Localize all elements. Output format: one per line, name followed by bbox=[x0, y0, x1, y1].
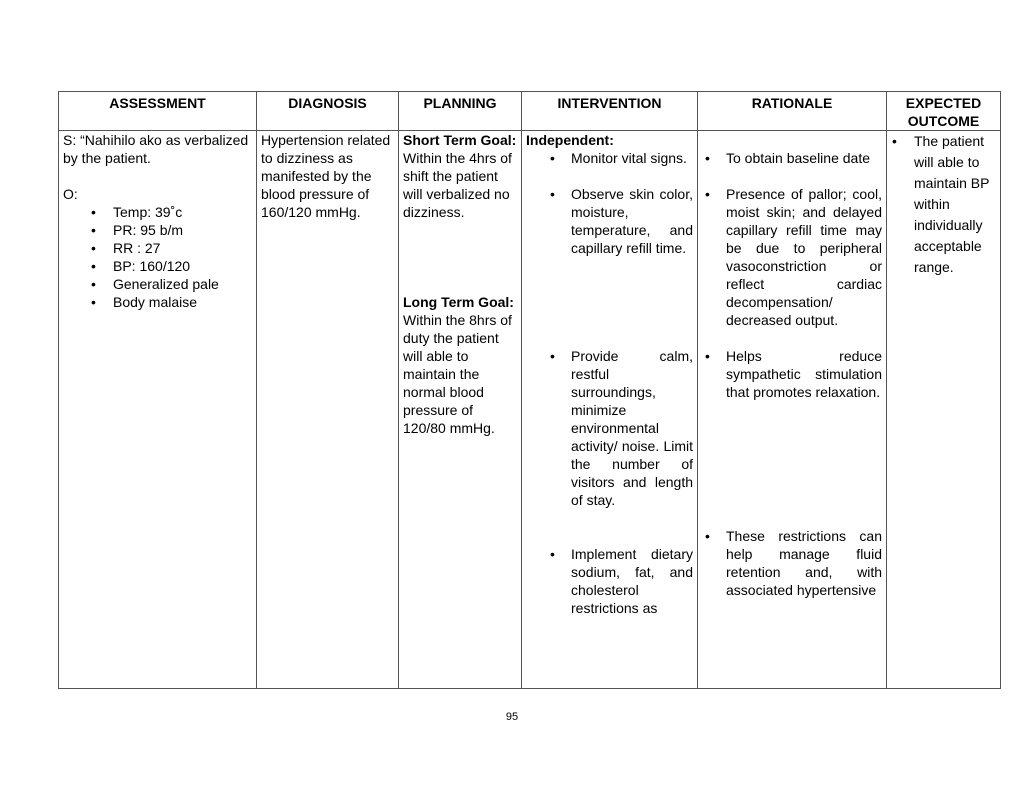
expected-outcome-list bbox=[891, 131, 996, 278]
short-term-goal-label: Short Term Goal: bbox=[403, 132, 517, 148]
header-planning: PLANNING bbox=[399, 92, 522, 131]
rationale-cell bbox=[698, 131, 887, 689]
intervention-list bbox=[526, 149, 693, 617]
diagnosis-text: Hypertension related to dizziness as manifested by the blood pressure of 160/120 mmHg. bbox=[261, 132, 391, 220]
expected-outcome-cell bbox=[887, 131, 1001, 689]
intervention-item: • Provide calm, restful surroundings, minimize environmental activity/ noise. Limit the number of visitors and length of stay. bbox=[526, 347, 693, 509]
header-assessment: ASSESSMENT bbox=[59, 92, 257, 131]
long-term-goal-text: Within the 8hrs of duty the patient will able to maintain the normal blood pressure of 120/80 mmHg. bbox=[403, 312, 512, 436]
header-expected-outcome: EXPECTED OUTCOME bbox=[887, 92, 1001, 131]
objective-item: • Temp: 39˚c bbox=[63, 203, 252, 221]
rationale-item: • Presence of pallor; cool, moist skin; and delayed capillary refill time may be due to peripheral vasoconstriction or reflect cardiac decompensation/ decreased output. bbox=[702, 185, 882, 329]
header-rationale: RATIONALE bbox=[698, 92, 887, 131]
intervention-item: • Observe skin color, moisture, temperature, and capillary refill time. bbox=[526, 185, 693, 257]
header-intervention: INTERVENTION bbox=[522, 92, 698, 131]
intervention-item: • Implement dietary sodium, fat, and cholesterol restrictions as bbox=[526, 545, 693, 617]
page-number: 95 bbox=[505, 711, 519, 723]
header-diagnosis: DIAGNOSIS bbox=[257, 92, 399, 131]
nursing-care-plan-table bbox=[58, 91, 1001, 689]
rationale-item: • Helps reduce sympathetic stimulation that promotes relaxation. bbox=[702, 347, 882, 401]
diagnosis-cell bbox=[257, 131, 399, 689]
header-row bbox=[59, 92, 1001, 131]
intervention-cell bbox=[522, 131, 698, 689]
intervention-item: • Monitor vital signs. bbox=[526, 149, 693, 167]
long-term-goal-label: Long Term Goal: bbox=[403, 294, 514, 310]
objective-item: • Generalized pale bbox=[63, 275, 252, 293]
objective-item: • PR: 95 b/m bbox=[63, 221, 252, 239]
rationale-list bbox=[702, 149, 882, 599]
intervention-label: Independent: bbox=[526, 132, 614, 148]
assessment-cell bbox=[59, 131, 257, 689]
body-row bbox=[59, 131, 1001, 689]
rationale-item: • To obtain baseline date bbox=[702, 149, 882, 167]
subjective-data: S: “Nahihilo ako as verbalized by the patient. bbox=[63, 132, 249, 166]
expected-outcome-item: • The patient will able to maintain BP within individually acceptable range. bbox=[891, 131, 996, 278]
objective-item: • RR : 27 bbox=[63, 239, 252, 257]
objective-item: • BP: 160/120 bbox=[63, 257, 252, 275]
rationale-item: • These restrictions can help manage fluid retention and, with associated hypertensive bbox=[702, 527, 882, 599]
objective-item: • Body malaise bbox=[63, 293, 252, 311]
objective-label: O: bbox=[63, 186, 78, 202]
planning-cell bbox=[399, 131, 522, 689]
short-term-goal-text: Within the 4hrs of shift the patient will verbalized no dizziness. bbox=[403, 150, 512, 220]
objective-list bbox=[63, 203, 252, 311]
